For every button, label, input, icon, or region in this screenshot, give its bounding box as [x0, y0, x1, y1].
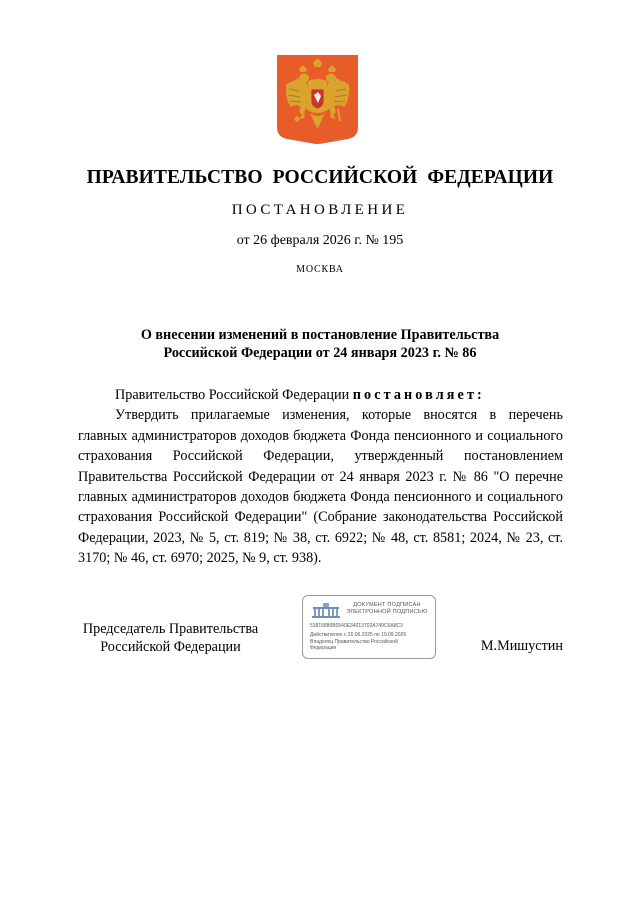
- decree-intro-text: Правительство Российской Федерации: [115, 387, 353, 403]
- government-title: ПРАВИТЕЛЬСТВО РОССИЙСКОЙ ФЕДЕРАЦИИ: [86, 167, 554, 188]
- signer-position-line-2: Российской Федерации: [100, 639, 241, 655]
- subject-line-2: Российской Федерации от 24 января 2023 г. № 86: [163, 345, 477, 361]
- government-building-icon: [309, 602, 343, 619]
- document-date-number: от 26 февраля 2026 г. № 195: [236, 233, 404, 248]
- coat-of-arms-icon: [277, 55, 358, 145]
- stamp-certificate-number: 51815886B0540E34013702A749C6A8C3: [310, 623, 403, 629]
- document-body: [78, 385, 563, 569]
- stamp-owner-line-2: Федерации: [310, 645, 337, 651]
- decree-main-paragraph: Утвердить прилагаемые изменения, которые вносятся в перечень главных администраторов доходов бюджета Фонда пенсионного и социального страхования Российской Федерации, утвержденный постановлением Правительства Российской Федерации от 24 января 2023 г. № 86 "О перечне главных администраторов доходов бюджета Фонда пенсионного и социального страхования Российской Федерации" (Собрание законодательства Российской Федерации, 2023, № 5, ст. 819; № 38, ст. 6922; № 48, ст. 8581; 2024, № 23, ст. 3170; № 46, ст. 6970; 2025, № 9, ст. 938).: [78, 407, 563, 567]
- stamp-owner-line-1: Владелец Правительство Российской: [310, 639, 398, 645]
- subject-line-1: О внесении изменений в постановление Правительства: [140, 327, 500, 343]
- stamp-title: [341, 602, 433, 616]
- electronic-signature-stamp: [302, 595, 436, 659]
- signer-name: М.Мишустин: [480, 638, 563, 654]
- decree-intro-paragraph: [78, 385, 563, 405]
- document-type: ПОСТАНОВЛЕНИЕ: [231, 202, 409, 218]
- stamp-validity: Действителен с 26.06.2025 по 19.09.2026: [310, 632, 407, 638]
- stamp-title-line-1: ДОКУМЕНТ ПОДПИСАН: [353, 602, 421, 608]
- document-city: МОСКВА: [296, 264, 344, 275]
- signer-position: [78, 620, 263, 656]
- signer-position-line-1: Председатель Правительства: [82, 621, 259, 637]
- stamp-title-line-2: ЭЛЕКТРОННОЙ ПОДПИСЬЮ: [346, 609, 428, 615]
- decree-keyword: постановляет:: [352, 387, 485, 403]
- document-subject: [0, 326, 640, 362]
